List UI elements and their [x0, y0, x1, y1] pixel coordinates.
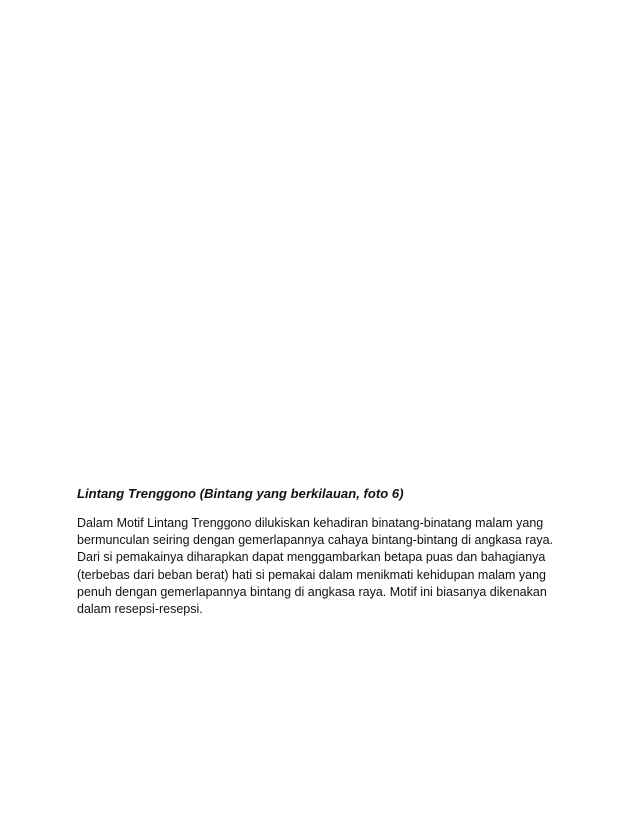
paragraph-line: bermunculan seiring dengan gemerlapannya cahaya bintang-bintang di angkasa raya. [77, 533, 554, 548]
paragraph-line: Dalam Motif Lintang Trenggono dilukiskan kehadiran binatang-binatang malam yang [77, 516, 544, 530]
paragraph-line: penuh dengan gemerlapannya bintang di angkasa raya. Motif ini biasanya dikenakan [77, 584, 547, 599]
text-block [77, 486, 567, 618]
section-heading: Lintang Trenggono (Bintang yang berkilauan, foto 6) [77, 486, 404, 501]
paragraph-line: dalam resepsi-resepsi. [77, 602, 203, 617]
paragraph-line: (terbebas dari beban berat) hati si pemakai dalam menikmati kehidupan malam yang [77, 567, 547, 582]
body-paragraph [77, 515, 567, 618]
paragraph-line: Dari si pemakainya diharapkan dapat menggambarkan betapa puas dan bahagianya [77, 550, 546, 565]
